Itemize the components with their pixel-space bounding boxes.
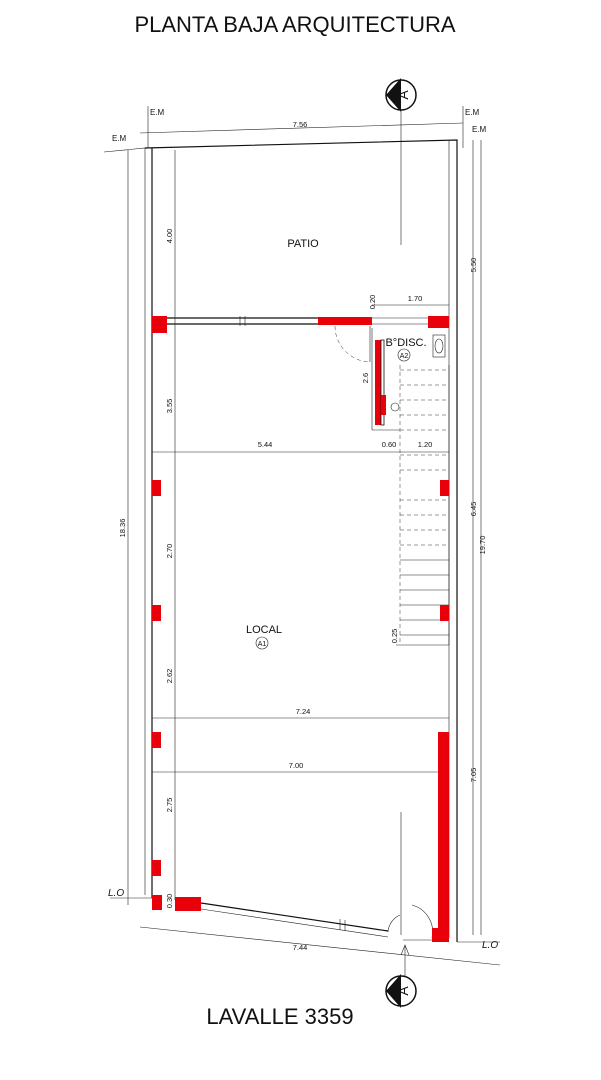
dim-total-right: 19.70	[478, 535, 487, 555]
plan-title: PLANTA BAJA ARQUITECTURA	[134, 12, 456, 37]
dim-patio-right: 5.50	[469, 257, 478, 273]
room-label-patio: PATIO	[287, 238, 319, 250]
dim-030: 0.30	[165, 893, 174, 909]
dim-275: 2.75	[165, 797, 174, 813]
room-label-local: LOCAL	[245, 624, 283, 636]
stair	[396, 365, 449, 645]
section-marker-bottom	[386, 945, 416, 1008]
dim-025: 0.25	[390, 628, 399, 644]
dim-270: 2.70	[165, 543, 174, 559]
front-facade	[152, 895, 449, 942]
room-tag-local: A1	[257, 641, 267, 648]
dim-262: 2.62	[165, 668, 174, 684]
em-label-top-left: E.M	[150, 108, 165, 117]
dim-wall-020: 0.20	[368, 294, 377, 310]
dim-724: 7.24	[295, 707, 311, 716]
section-marker-top-label: A	[395, 90, 411, 100]
em-label-top-right: E.M	[465, 108, 480, 117]
dim-front-744: 7.44	[292, 943, 308, 952]
section-marker-top	[386, 78, 416, 245]
dim-355: 3.55	[165, 398, 174, 414]
bathroom	[335, 294, 449, 430]
dim-120: 1.20	[417, 440, 433, 449]
room-label-bano: B°DISC.	[385, 337, 427, 349]
dim-bath-depth: 2.6	[361, 372, 370, 384]
dim-right-645: 6.45	[469, 501, 478, 517]
patio-wall	[152, 316, 449, 333]
dim-top-width: 7.56	[292, 120, 308, 129]
lo-label-left: L.O	[108, 888, 125, 899]
dim-060: 0.60	[381, 440, 397, 449]
outer-walls	[104, 140, 481, 942]
street-address: LAVALLE 3359	[206, 1004, 354, 1029]
em-label-left: E.M	[112, 134, 127, 143]
dim-patio-depth: 4.00	[165, 228, 174, 244]
lo-label-right: L.O	[482, 940, 499, 951]
dim-700: 7.00	[288, 761, 304, 770]
dim-bath-width: 1.70	[407, 294, 423, 303]
dim-total-left: 18.36	[118, 518, 127, 538]
dim-544: 5.44	[257, 440, 273, 449]
section-marker-bottom-label: A	[395, 986, 411, 996]
dim-right-705: 7.05	[469, 767, 478, 783]
em-label-right: E.M	[472, 125, 487, 134]
room-tag-bano: A2	[399, 353, 409, 360]
